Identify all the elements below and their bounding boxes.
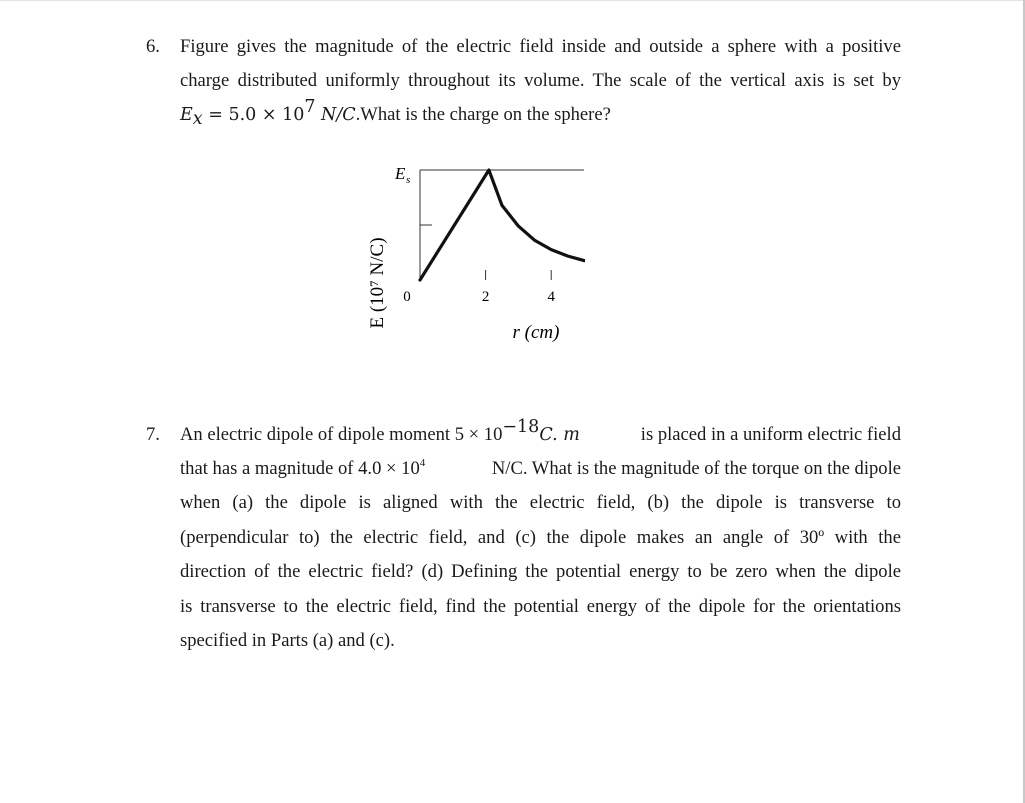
plot-area	[403, 170, 584, 305]
electric-field-chart	[355, 155, 585, 355]
question-text: is placed in a uniform electric field	[640, 424, 901, 445]
exponent: −18	[502, 417, 540, 437]
question-text-line: when (a) the dipole is aligned with the electric field, (b) the dipole is transverse to	[180, 492, 901, 513]
question-text-line	[180, 417, 901, 446]
field-subscript: x	[192, 109, 203, 129]
y-tick-label-sub: s	[406, 174, 411, 186]
series-line-e-field	[420, 170, 584, 280]
question-text-line	[180, 458, 901, 480]
question-text: An electric dipole of dipole moment 5 × 10	[180, 424, 503, 445]
y-tick-label: E	[395, 164, 406, 183]
question-text-line: direction of the electric field? (d) Defining the potential energy to be zero when the dipole	[180, 561, 901, 582]
question-text-line: is transverse to the electric field, find the potential energy of the dipole for the orientations	[180, 596, 901, 617]
exponent: 7	[304, 97, 316, 117]
unit: N/C	[315, 105, 356, 125]
question-text: .What is the charge on the sphere?	[355, 104, 611, 125]
field-symbol: E	[180, 105, 193, 125]
y-tick-es	[394, 164, 410, 186]
question-text-line: Figure gives the magnitude of the electric field inside and outside a sphere with a positive	[180, 36, 901, 57]
question-text-line: charge distributed uniformly throughout its volume. The scale of the vertical axis is set by	[180, 70, 901, 91]
equation-value: = 5.0 × 10	[202, 105, 305, 125]
question-text-segment	[180, 458, 425, 480]
question-text-line	[180, 97, 611, 129]
x-axis-label: r (cm)	[512, 322, 560, 343]
x-tick-label: 0	[403, 289, 411, 305]
question-number: 6.	[146, 36, 160, 57]
x-tick-label: 4	[547, 289, 555, 305]
question-number: 7.	[146, 424, 160, 445]
y-axis-label: E (10⁷ N/C)	[367, 237, 388, 329]
question-text: that has a magnitude of 4.0 × 10	[180, 458, 420, 479]
question-text-line: (perpendicular to) the electric field, and (c) the dipole makes an angle of 30º with the	[180, 527, 901, 548]
question-text-line: specified in Parts (a) and (c).	[180, 630, 395, 651]
unit: C. m	[539, 425, 580, 445]
exponent: 4	[419, 457, 426, 469]
page-top-border	[0, 0, 1025, 1]
x-tick-label: 2	[481, 289, 490, 305]
question-text: N/C. What is the magnitude of the torque on the dipole	[491, 458, 901, 479]
question-text-segment	[180, 417, 580, 446]
